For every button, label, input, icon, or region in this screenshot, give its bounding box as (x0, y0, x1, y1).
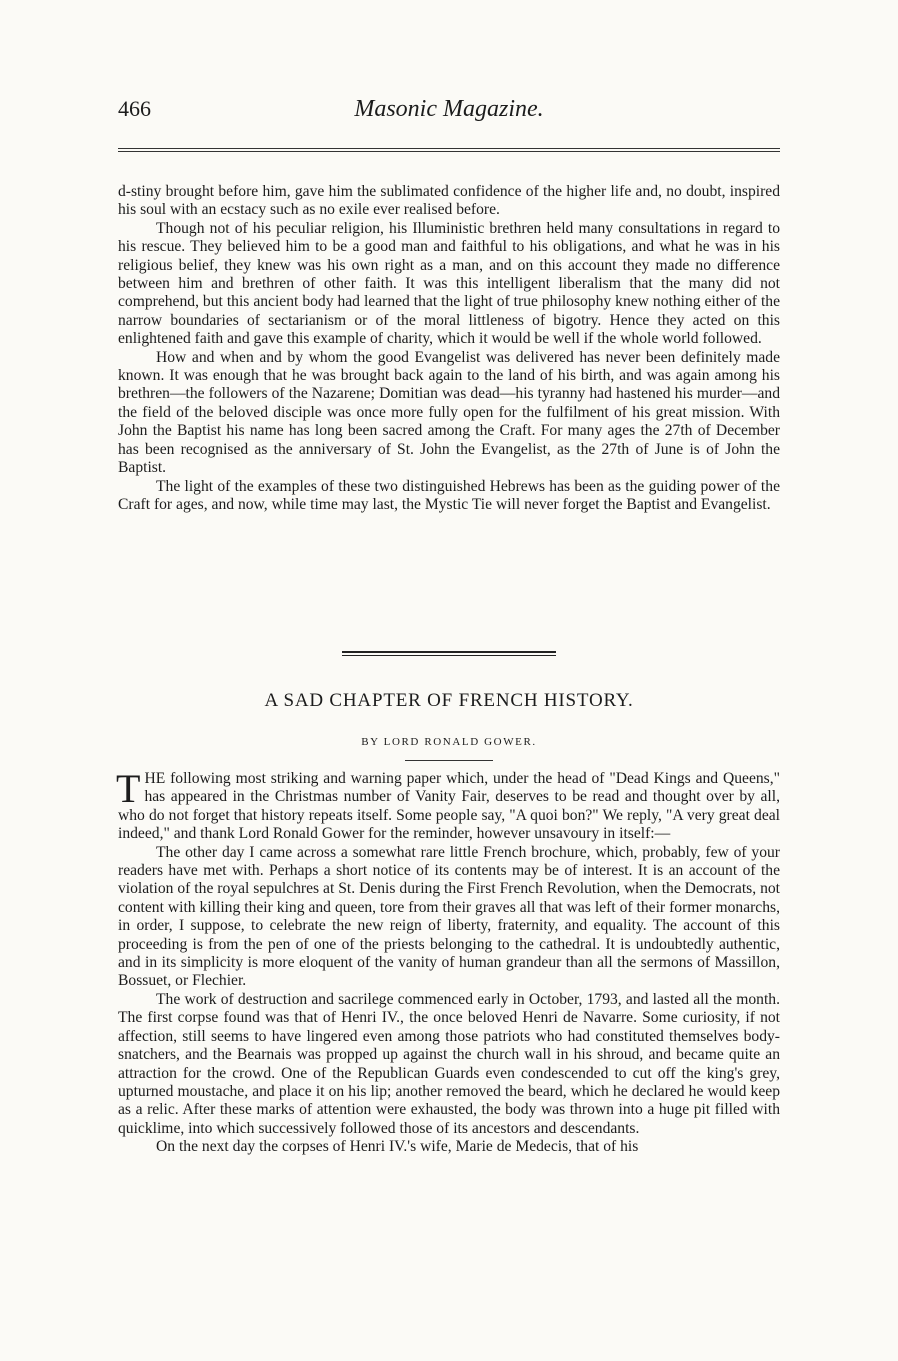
article-body (116, 766, 780, 1157)
running-title: Masonic Magazine. (354, 96, 544, 122)
paragraph: The other day I came across a somewhat rare little French brochure, which, probably, few of your readers have met with. Perhaps a short notice of its contents may be of interest. It is an account of the violation of the royal sepulchres at St. Denis during the First French Revolution, when the Democrats, not content with killing their king and queen, tore from their graves all that was left of their former monarchs, in order, I suppose, to celebrate the new reign of liberty, fraternity, and equality. The account of this proceeding is from the pen of one of the priests belonging to the cathedral. It is undoubtedly authentic, and in its simplicity is more eloquent of the vanity of human grandeur than all the sermons of Massillon, Bossuet, or Flechier. (118, 843, 780, 990)
paragraph: d-stiny brought before him, gave him the sublimated confidence of the higher life and, no doubt, inspired his soul with an ecstacy such as no exile ever realised before. (118, 183, 780, 219)
opening-paragraph-text: HE following most striking and warning paper which, under the head of "Dead Kings and Queens," has appeared in the Christmas number of Vanity Fair, deserves to be read and thought over by all, who do not forget that history repeats itself. Some people say, "A quoi bon?" We reply, "A very great deal indeed," and thank Lord Ronald Gower for the reminder, however unsavoury in itself:— (118, 770, 780, 843)
opening-paragraph (116, 766, 780, 844)
paragraph: Though not of his peculiar religion, his Illuministic brethren held many consultations in regard to his rescue. They believed him to be a good man and faithful to his obligations, and what he was in his religious belief, they knew was his own right as a man, and on this account they made no difference between him and brethren of other faith. It was this intelligent liberalism that the many did not comprehend, but this ancient body had learned that the light of true philosophy knew nothing either of the narrow boundaries of sectarianism or of the moral littleness of bigotry. Hence they acted on this enlightened faith and gave this example of charity, which it would be well if the whole world followed. (118, 219, 780, 348)
page-number: 466 (118, 96, 151, 121)
paragraph: How and when and by whom the good Evangelist was delivered has never been definitely made known. It was enough that he was brought back again to the land of his birth, and was again among his brethren—the followers of the Nazarene; Domitian was dead—his tyranny had hastened his murder—and the field of the beloved disciple was once more fully open for the fulfilment of his great mission. With John the Baptist his name has long been sacred among the Craft. For many ages the 27th of December has been recognised as the anniversary of St. John the Evangelist, as the 27th of June is of John the Baptist. (118, 348, 780, 477)
continued-article-text (118, 183, 780, 514)
drop-cap: T (116, 766, 141, 811)
header-rule (118, 148, 780, 152)
paragraph: The work of destruction and sacrilege commenced early in October, 1793, and lasted all the month. The first corpse found was that of Henri IV., the once beloved Henri de Navarre. Some curiosity, if not affection, still seems to have lingered even among those patriots who had constituted themselves body-snatchers, and the Bearnais was propped up against the church wall in his shroud, and became quite an attraction for the crowd. One of the Republican Guards even condescended to cut off the king's grey, upturned moustache, and place it on his lip; another removed the beard, which he declared he would keep as a relic. After these marks of attention were exhausted, the body was thrown into a huge pit filled with quicklime, into which successively followed those of its ancestors and descendants. (118, 990, 780, 1137)
paragraph: The light of the examples of these two distinguished Hebrews has been as the guiding power of the Craft for ages, and now, while time may last, the Mystic Tie will never forget the Baptist and Evangelist. (118, 477, 780, 513)
paragraph: On the next day the corpses of Henri IV.'s wife, Marie de Medecis, that of his (156, 1138, 639, 1156)
byline-rule (405, 760, 493, 761)
article-title: A SAD CHAPTER OF FRENCH HISTORY. (264, 690, 634, 711)
article-byline: BY LORD RONALD GOWER. (361, 736, 537, 748)
page-header (118, 96, 780, 136)
section-divider (342, 651, 556, 656)
